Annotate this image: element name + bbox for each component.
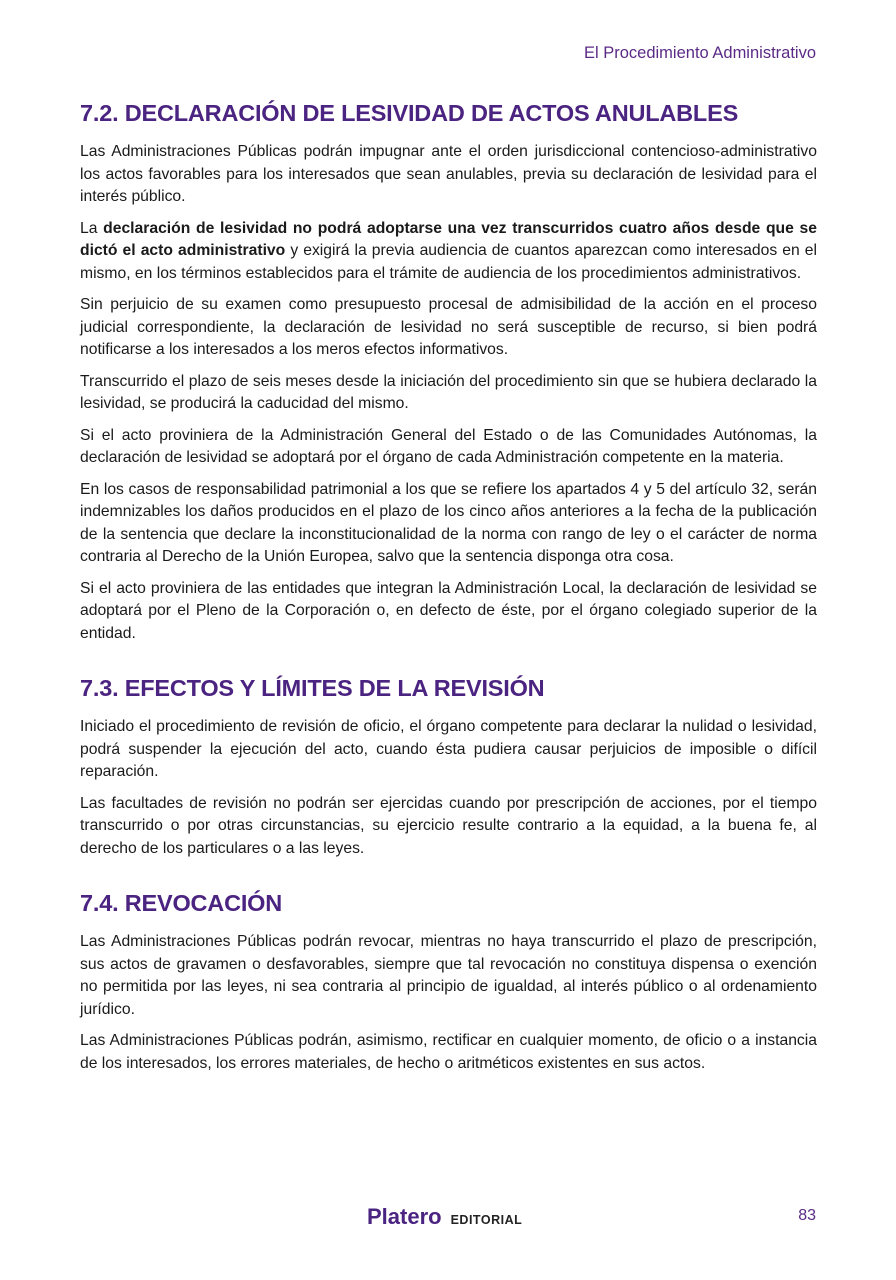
paragraph: Transcurrido el plazo de seis meses desde la iniciación del procedimiento sin que se hubiera declarado la lesividad, se producirá la caducidad del mismo. [80,372,817,412]
paragraph: Las Administraciones Públicas podrán revocar, mientras no haya transcurrido el plazo de prescripción, sus actos de gravamen o desfavorables, siempre que tal revocación no constituya dispensa o exención no permitida por las leyes, ni sea contraria al principio de igualdad, al interés público o al ordenamiento jurídico. [80,933,817,1018]
page-number: 83 [798,1207,816,1224]
paragraph: Las facultades de revisión no podrán ser ejercidas cuando por prescripción de acciones, por el tiempo transcurrido o por otras circunstancias, su ejercicio resulte contrario a la equidad, a la buena fe, al derecho de los particulares o a las leyes. [80,794,817,857]
paragraph-text: La [80,219,104,237]
section-title: 7.4. REVOCACIÓN [80,890,283,916]
section-7-3 [80,675,817,860]
brand-subtitle: EDITORIAL [450,1213,523,1227]
paragraph: Si el acto proviniera de las entidades que integran la Administración Local, la declaración de lesividad se adoptará por el Pleno de la Corporación o, en defecto de éste, por el órgano colegiado superior de la entidad. [80,579,817,642]
paragraph: Las Administraciones Públicas podrán, asimismo, rectificar en cualquier momento, de oficio o a instancia de los interesados, los errores materiales, de hecho o aritméticos existentes en sus actos. [80,1032,817,1072]
publisher-logo [367,1204,522,1230]
page-content [80,100,817,1084]
page-footer [0,1204,896,1234]
paragraph: Sin perjuicio de su examen como presupuesto procesal de admisibilidad de la acción en el proceso judicial correspondiente, la declaración de lesividad no será susceptible de recurso, si bien podrá notificarse a los interesados a los meros efectos informativos. [80,296,817,358]
section-title: 7.3. EFECTOS Y LÍMITES DE LA REVISIÓN [80,675,545,701]
paragraph: Iniciado el procedimiento de revisión de oficio, el órgano competente para declarar la nulidad o lesividad, podrá suspender la ejecución del acto, cuando ésta pudiera causar perjuicios de imposible o difícil reparación. [80,718,817,780]
brand-name: Platero [367,1204,442,1229]
section-7-4 [80,890,817,1075]
paragraph-text: y exigirá la previa audiencia de cuantos aparezcan como interesados en el mismo, en los términos establecidos para el trámite de audiencia de los procedimientos administrativos. [80,242,817,282]
paragraph: Las Administraciones Públicas podrán impugnar ante el orden jurisdiccional contencioso-administrativo los actos favorables para los interesados que sean anulables, previa su declaración de lesividad para el interés público. [80,143,817,205]
paragraph [80,218,817,286]
paragraph-bold-text: declaración de lesividad no podrá adoptarse una vez transcurridos cuatro años desde que se dictó el acto administrativo [80,219,817,259]
section-title: 7.2. DECLARACIÓN DE LESIVIDAD DE ACTOS ANULABLES [80,100,739,126]
running-header: El Procedimiento Administrativo [583,44,816,62]
paragraph: Si el acto proviniera de la Administración General del Estado o de las Comunidades Autónomas, la declaración de lesividad se adoptará por el órgano de cada Administración competente en la materia. [80,426,817,466]
paragraph: En los casos de responsabilidad patrimonial a los que se refiere los apartados 4 y 5 del artículo 32, serán indemnizables los daños producidos en el plazo de los cinco años anteriores a la fecha de la publicación de la sentencia que declare la inconstitucionalidad de la norma con rango de ley o el carácter de norma contraria al Derecho de la Unión Europea, salvo que la sentencia disponga otra cosa. [80,480,817,565]
section-7-2 [80,100,817,645]
